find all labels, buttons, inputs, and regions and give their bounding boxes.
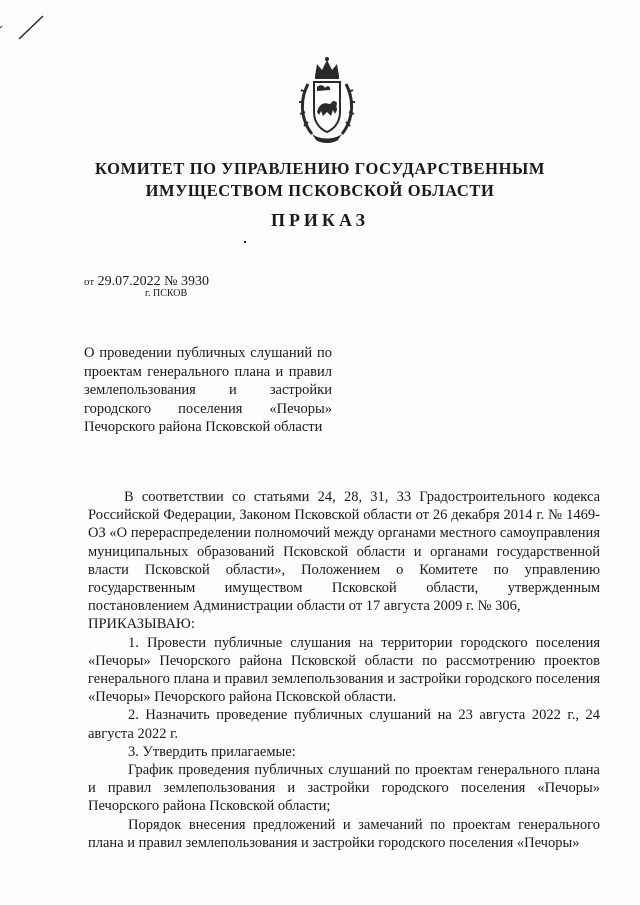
- document-subject: О проведении публичных слушаний по проектам генерального плана и правил землепользования и застройки городского поселения «Печоры» Печорского района Псковской области: [84, 345, 332, 435]
- order-word: ПРИКАЗЫВАЮ:: [88, 616, 195, 633]
- committee-name: [80, 158, 560, 202]
- handwritten-stroke-mark: [0, 0, 60, 45]
- committee-name-line2: ИМУЩЕСТВОМ ПСКОВСКОЙ ОБЛАСТИ: [145, 181, 495, 200]
- date-and-number: 29.07.2022 № 3930: [97, 274, 210, 289]
- document-city: г. ПСКОВ: [145, 288, 188, 299]
- order-item-3-schedule: График проведения публичных слушаний по проектам генерального плана и правил землепользования и застройки городского поселения «Печоры» Печорского района Псковской области;: [88, 762, 600, 815]
- document-type-title: ПРИКАЗ: [270, 210, 370, 230]
- order-item-3-procedure: Порядок внесения предложений и замечаний по проектам генерального плана и правил землепользования и застройки городского поселения «Печоры»: [88, 816, 600, 851]
- order-item-1: 1. Провести публичные слушания на территории городского поселения «Печоры» Печорского района Псковской области по рассмотрению проектов генерального плана и правил землепользования и застройки городского поселения «Печоры» Печорского района Псковской области.: [88, 634, 600, 706]
- order-item-2: 2. Назначить проведение публичных слушаний на 23 августа 2022 г., 24 августа 2022 г.: [88, 707, 600, 742]
- stray-dot-mark: [244, 241, 246, 243]
- committee-name-line1: КОМИТЕТ ПО УПРАВЛЕНИЮ ГОСУДАРСТВЕННЫМ: [95, 159, 545, 178]
- preamble-paragraph: В соответствии со статьями 24, 28, 31, 33 Градостроительного кодекса Российской Федерации, Законом Псковской области от 26 декабря 2014 г. № 1469-ОЗ «О перераспределении полномочий между органами местного самоуправления муниципальных образований Псковской области и органами государственной власти Псковской области», Положением о Комитете по управлению государственным имуществом Псковской области, утвержденным постановлением Администрации области от 17 августа 2009 г. № 306,: [88, 489, 600, 615]
- pskov-coat-of-arms-emblem: [298, 54, 356, 146]
- document-body: [88, 488, 600, 852]
- date-prefix: от: [84, 276, 95, 288]
- order-item-3: 3. Утвердить прилагаемые:: [128, 743, 296, 760]
